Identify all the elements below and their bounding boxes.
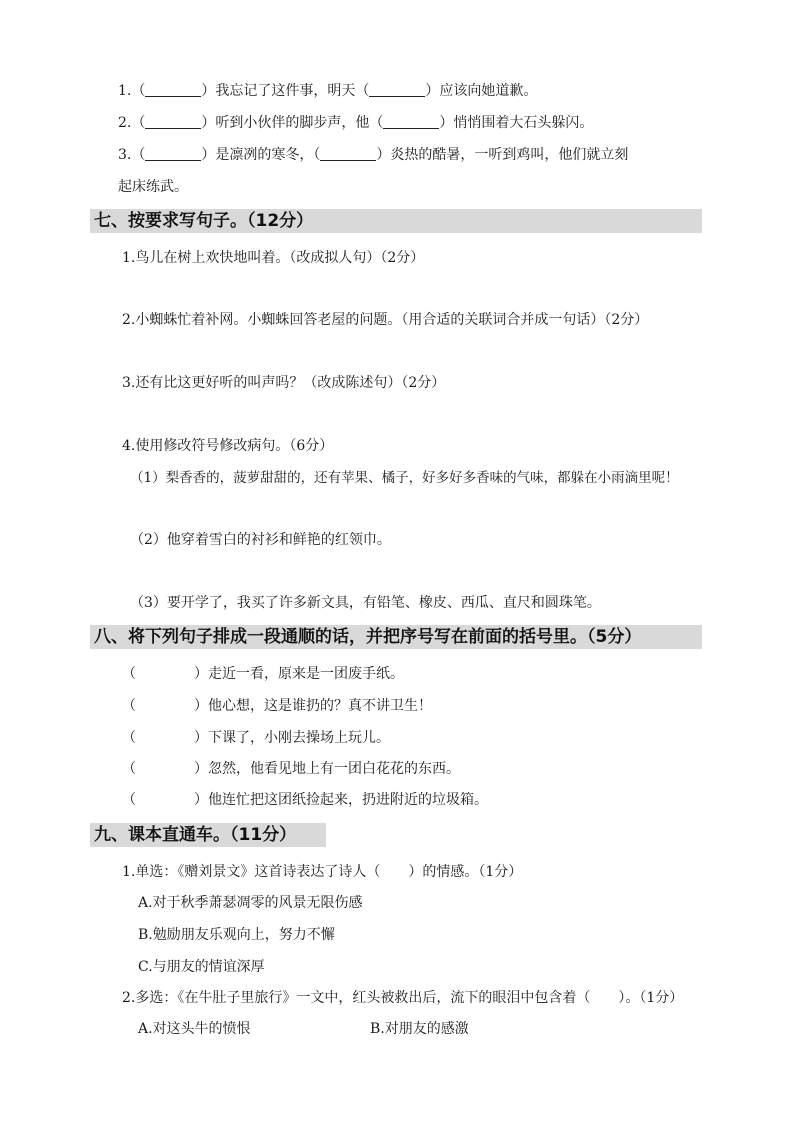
paren-open: （ (122, 792, 136, 808)
paren-open: （ (122, 698, 136, 714)
item-number: 3. (118, 147, 132, 163)
item-text: ）我忘记了这件事，明天（ (201, 83, 370, 99)
order-sentence: 他连忙把这团纸捡起来，扔进附近的垃圾箱。 (208, 792, 488, 808)
question-7-1: 1.鸟儿在树上欢快地叫着。（改成拟人句）（2分） (122, 250, 425, 266)
item-text: ）是凛冽的寒冬，（ (201, 147, 321, 163)
section-7-heading: 七、按要求写句子。（12分） (90, 209, 702, 233)
answer-blank[interactable] (320, 146, 376, 161)
order-item (122, 664, 404, 684)
answer-blank[interactable] (383, 114, 439, 129)
section-8-heading: 八、将下列句子排成一段通顺的话，并把序号写在前面的括号里。（5分） (90, 625, 702, 649)
question-7-3: 3.还有比这更好听的叫声吗？（改成陈述句）（2分） (122, 375, 446, 391)
paren-open: （ (122, 730, 136, 746)
question-7-4-sub-1: （1）梨香香的，菠萝甜甜的，还有苹果、橘子，好多好多香味的气味，都躲在小雨滴里呢！ (130, 470, 679, 486)
fill-item-1 (118, 81, 537, 101)
item-text: ）炎热的酷暑，一听到鸡叫，他们就立刻 (376, 147, 629, 163)
order-sentence: 下课了，小刚去操场上玩儿。 (208, 730, 390, 746)
option-9-1-a[interactable]: A.对于秋季萧瑟凋零的风景无限伤感 (138, 895, 363, 911)
paren-open: （ (131, 147, 146, 163)
item-text: ）悄悄围着大石头躲闪。 (439, 115, 594, 131)
item-number: 2. (118, 115, 132, 131)
fill-item-3-continuation: 起床练武。 (118, 179, 188, 195)
paren-open: （ (122, 666, 136, 682)
question-7-4-sub-2: （2）他穿着雪白的衬衫和鲜艳的红领巾。 (130, 532, 391, 548)
item-number: 1. (118, 83, 132, 99)
question-7-2: 2.小蜘蛛忙着补网。小蜘蛛回答老屋的问题。（用合适的关联词合并成一句话）（2分） (122, 312, 649, 328)
question-7-4-sub-3: （3）要开学了，我买了许多新文具，有铅笔、橡皮、西瓜、直尺和圆珠笔。 (130, 595, 601, 611)
order-item (122, 696, 432, 716)
section-9-heading: 九、课本直通车。（11分） (90, 823, 326, 847)
question-9-2: 2.多选：《在牛肚子里旅行》一文中，红头被救出后，流下的眼泪中包含着（ ）。（1分） (122, 990, 684, 1006)
answer-blank[interactable] (369, 82, 425, 97)
order-item (122, 759, 460, 779)
question-9-1: 1.单选：《赠刘景文》这首诗表达了诗人（ ）的情感。（1分） (122, 864, 523, 880)
order-item (122, 728, 390, 748)
paren-close: ） (194, 698, 208, 714)
paren-close: ） (194, 792, 208, 808)
question-7-4: 4.使用修改符号修改病句。（6分） (122, 438, 334, 454)
fill-item-3 (118, 145, 628, 165)
paren-open: （ (122, 761, 136, 777)
answer-blank[interactable] (145, 146, 201, 161)
paren-open: （ (131, 115, 146, 131)
paren-close: ） (194, 666, 208, 682)
order-item (122, 790, 488, 810)
item-text: ）听到小伙伴的脚步声，他（ (201, 115, 384, 131)
answer-blank[interactable] (145, 114, 201, 129)
paren-close: ） (194, 761, 208, 777)
order-sentence: 走近一看，原来是一团废手纸。 (208, 666, 404, 682)
order-sentence: 忽然，他看见地上有一团白花花的东西。 (208, 761, 460, 777)
paren-open: （ (131, 83, 146, 99)
paren-close: ） (194, 730, 208, 746)
option-9-2-a[interactable]: A.对这头牛的愤恨 (138, 1021, 251, 1037)
item-text: ）应该向她道歉。 (425, 83, 538, 99)
option-9-1-c[interactable]: C.与朋友的情谊深厚 (138, 959, 265, 975)
fill-item-2 (118, 113, 593, 133)
order-sentence: 他心想，这是谁扔的？真不讲卫生！ (208, 698, 432, 714)
answer-blank[interactable] (145, 82, 201, 97)
option-9-1-b[interactable]: B.勉励朋友乐观向上，努力不懈 (138, 927, 335, 943)
option-9-2-b[interactable]: B.对朋友的感激 (370, 1021, 469, 1037)
